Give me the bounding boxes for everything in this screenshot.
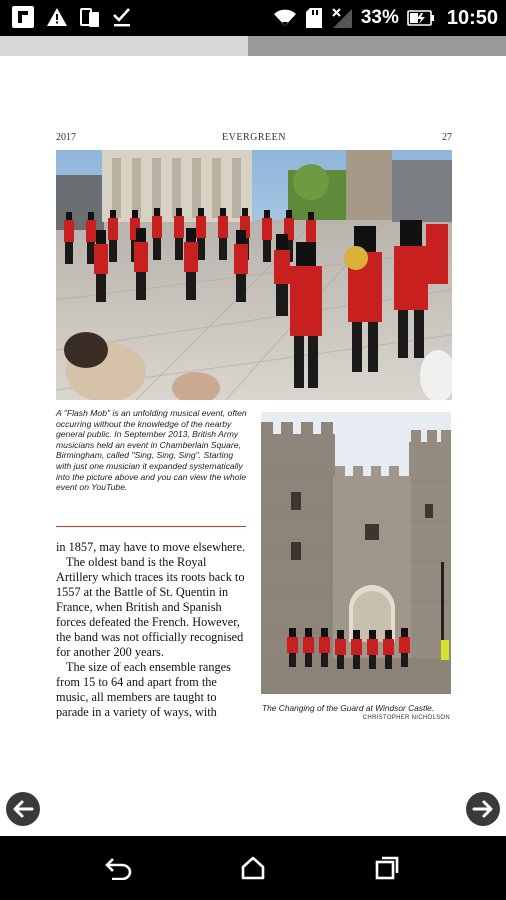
body-paragraph-1: in 1857, may have to move elsewhere. (56, 540, 246, 554)
sd-card-icon (305, 7, 323, 29)
photo-credit: CHRISTOPHER NICHOLSON (362, 715, 450, 721)
system-home-button[interactable] (236, 852, 270, 884)
reading-progress-fill (0, 36, 248, 56)
battery-charging-icon (407, 10, 435, 26)
article-body (56, 540, 248, 720)
dual-sim-icon (80, 6, 100, 28)
previous-page-button[interactable] (6, 792, 40, 826)
body-paragraph-2: The oldest band is the Royal Artillery which traces its roots back to 1557 at the Battle of St. Quentin in France, when British and Spanish forces defeated the French. However, the band was not officially recognised for another 200 years. (56, 555, 245, 659)
no-signal-icon (331, 7, 353, 29)
wifi-icon (273, 8, 297, 28)
flash-mob-caption: A "Flash Mob" is an unfolding musical event, often occurring without the knowledge of the nearby general public. In September 2013, British Army musicians held an event in Chamberlain Square, Birmingham, called "Sing, Sing, Sing". Starting with just one musician it expanded systematically into the picture above and you can view the whole event on YouTube. (56, 408, 247, 493)
system-back-button[interactable] (102, 852, 136, 884)
system-navigation-bar (0, 836, 506, 900)
status-bar (0, 0, 506, 36)
magazine-page[interactable] (0, 56, 506, 836)
arrow-left-icon (12, 798, 34, 820)
flipboard-icon (12, 6, 34, 28)
running-head (56, 132, 452, 146)
system-recents-button[interactable] (370, 852, 404, 884)
home-icon (240, 855, 266, 881)
body-paragraph-3: The size of each ensemble ranges from 15 to 64 and apart from the music, all members are taught to parade in a variety of ways, with (56, 660, 231, 719)
caption-divider (56, 526, 246, 527)
page-number: 27 (442, 132, 452, 143)
back-icon (105, 856, 133, 880)
recents-icon (374, 855, 400, 881)
alert-icon (46, 7, 68, 27)
arrow-right-icon (472, 798, 494, 820)
running-head-title: EVERGREEN (222, 132, 286, 143)
download-done-icon (112, 6, 132, 28)
flash-mob-photo (56, 150, 452, 400)
battery-percent: 33% (360, 7, 399, 28)
windsor-castle-photo (261, 412, 451, 694)
clock: 10:50 (446, 6, 498, 29)
reading-progress-bar[interactable] (0, 36, 506, 56)
next-page-button[interactable] (466, 792, 500, 826)
running-head-year: 2017 (56, 132, 76, 143)
windsor-caption: The Changing of the Guard at Windsor Castle. (262, 703, 435, 713)
